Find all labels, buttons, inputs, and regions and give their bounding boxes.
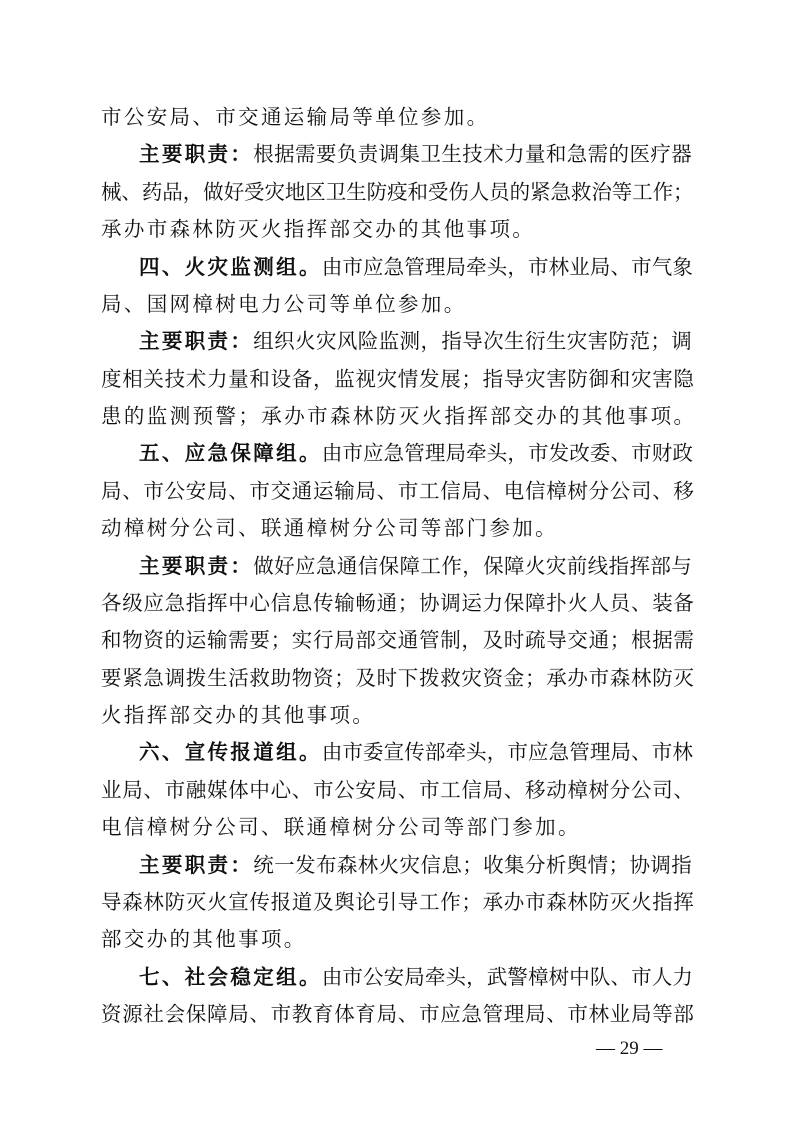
- text-line: 资源社会保障局、市教育体育局、市应急管理局、市林业局等部: [101, 1002, 695, 1026]
- section-heading: 七、社会稳定组。: [139, 965, 322, 989]
- section-heading: 四、火灾监测组。: [139, 255, 322, 279]
- section-heading-line: 四、火灾监测组。由市应急管理局牵头，市林业局、市气象: [139, 255, 693, 279]
- paragraph-heading: 主要职责：: [139, 142, 254, 166]
- paragraph-start-line: 主要职责：统一发布森林火灾信息；收集分析舆情；协调指: [139, 853, 693, 877]
- text-line: 要紧急调拨生活救助物资；及时下拨救灾资金；承办市森林防灭: [101, 666, 695, 690]
- text-line: 部交办的其他事项。: [101, 927, 307, 951]
- text-line: 导森林防灭火宣传报道及舆论引导工作；承办市森林防灭火指挥: [101, 890, 695, 914]
- text-line: 局、市公安局、市交通运输局、市工信局、电信樟树分公司、移: [101, 479, 695, 503]
- section-heading-line: 七、社会稳定组。由市公安局牵头，武警樟树中队、市人力: [139, 965, 693, 989]
- paragraph-start-line: 主要职责：组织火灾风险监测，指导次生衍生灾害防范；调: [139, 329, 693, 353]
- text-line: 市公安局、市交通运输局等单位参加。: [101, 105, 490, 129]
- text-line: 度相关技术力量和设备，监视灾情发展；指导灾害防御和灾害隐: [101, 367, 695, 391]
- text-line: 业局、市融媒体中心、市公安局、市工信局、移动樟树分公司、: [101, 778, 695, 802]
- paragraph-start-line: 主要职责：做好应急通信保障工作，保障火灾前线指挥部与: [139, 554, 693, 578]
- section-heading-line: 五、应急保障组。由市应急管理局牵头，市发改委、市财政: [139, 441, 693, 465]
- text-line: 各级应急指挥中心信息传输畅通；协调运力保障扑火人员、装备: [101, 591, 695, 615]
- text-line: 火指挥部交办的其他事项。: [101, 703, 376, 727]
- text-line: 械、药品，做好受灾地区卫生防疫和受伤人员的紧急救治等工作；: [101, 180, 694, 204]
- paragraph-heading: 主要职责：: [139, 329, 254, 353]
- page-number: — 29 —: [596, 1038, 663, 1059]
- paragraph-start-line: 主要职责：根据需要负责调集卫生技术力量和急需的医疗器: [139, 142, 693, 166]
- text-line: 动樟树分公司、联通樟树分公司等部门参加。: [101, 516, 558, 540]
- section-heading-line: 六、宣传报道组。由市委宣传部牵头，市应急管理局、市林: [139, 740, 693, 764]
- section-heading: 五、应急保障组。: [139, 441, 322, 465]
- section-heading: 六、宣传报道组。: [139, 740, 322, 764]
- text-line: 局、国网樟树电力公司等单位参加。: [101, 292, 467, 316]
- text-line: 和物资的运输需要；实行局部交通管制，及时疏导交通；根据需: [101, 628, 695, 652]
- paragraph-heading: 主要职责：: [139, 554, 254, 578]
- text-line: 承办市森林防灭火指挥部交办的其他事项。: [101, 217, 536, 241]
- text-line: 患的监测预警；承办市森林防灭火指挥部交办的其他事项。: [101, 404, 697, 428]
- paragraph-heading: 主要职责：: [139, 853, 254, 877]
- text-line: 电信樟树分公司、联通樟树分公司等部门参加。: [101, 815, 581, 839]
